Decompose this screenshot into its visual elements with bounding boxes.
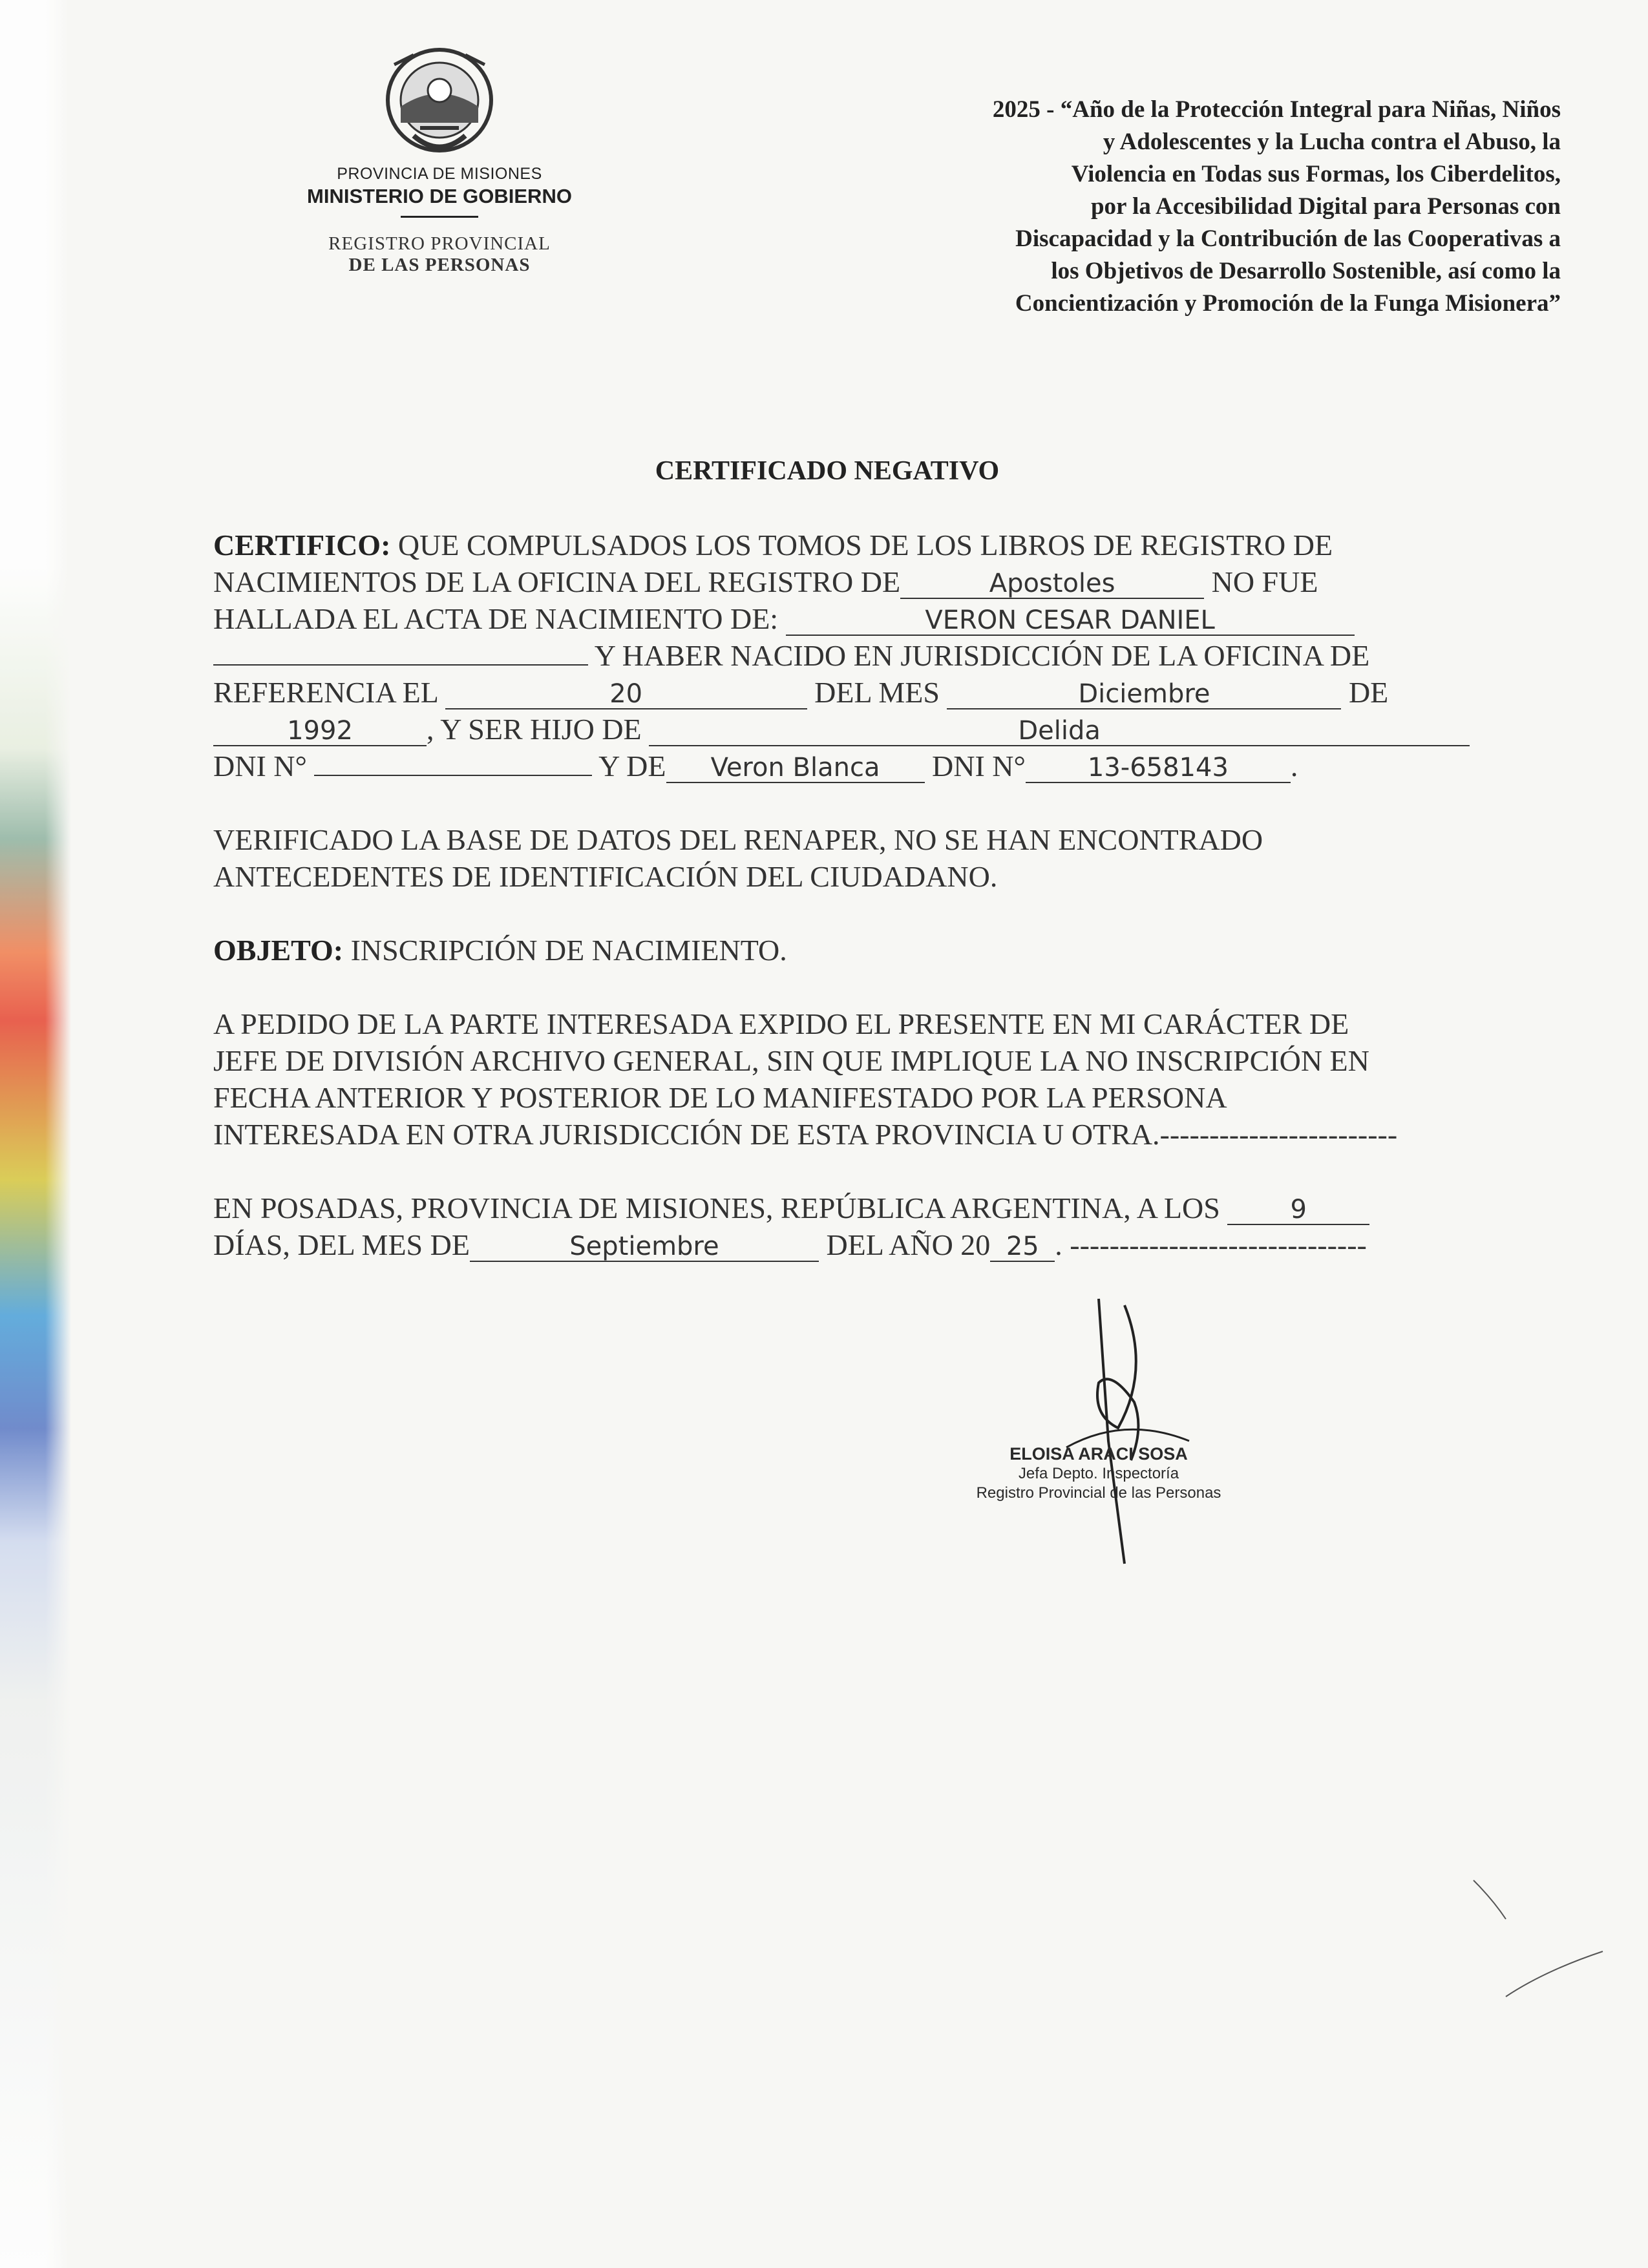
signatory-role: Jefa Depto. Inspectoría: [1018, 1465, 1179, 1482]
text: DNI N°: [213, 750, 307, 782]
issue-month-field[interactable]: Septiembre: [470, 1232, 819, 1262]
scanner-color-artifact: [0, 0, 71, 2268]
registry-name-line1: REGISTRO PROVINCIAL: [328, 233, 551, 254]
text: EN POSADAS, PROVINCIA DE MISIONES, REPÚBLICA ARGENTINA, A LOS: [213, 1192, 1220, 1224]
motto-line: los Objetivos de Desarrollo Sostenible, así como la: [1051, 258, 1561, 284]
signatory-office: Registro Provincial de las Personas: [976, 1484, 1221, 1502]
certification-paragraph: [213, 527, 1648, 784]
person-name-field[interactable]: VERON CESAR DANIEL: [786, 606, 1355, 636]
ministry-name: MINISTERIO DE GOBIERNO: [307, 185, 572, 207]
text: A PEDIDO DE LA PARTE INTERESADA EXPIDO EL PRESENTE EN MI CARÁCTER DE: [213, 1007, 1349, 1040]
certificate-body: [213, 527, 1648, 1300]
text: INTERESADA EN OTRA JURISDICCIÓN DE ESTA PROVINCIA U OTRA.------------------------: [213, 1118, 1398, 1151]
birth-month-field[interactable]: Diciembre: [947, 680, 1341, 709]
mother-dni-field[interactable]: 13-658143: [1026, 753, 1291, 783]
text: .: [1290, 750, 1298, 782]
motto-line: Discapacidad y la Contribución de las Cooperativas a: [1015, 226, 1561, 252]
text: JEFE DE DIVISIÓN ARCHIVO GENERAL, SIN QUE IMPLIQUE LA NO INSCRIPCIÓN EN: [213, 1044, 1369, 1077]
text: REFERENCIA EL: [213, 676, 438, 709]
document-title: CERTIFICADO NEGATIVO: [655, 456, 1000, 486]
text: . ------------------------------: [1055, 1228, 1367, 1261]
father-name-field[interactable]: Delida: [649, 717, 1470, 746]
certificate-page: [71, 0, 1648, 2268]
issue-year-field[interactable]: 25: [990, 1232, 1055, 1262]
text: VERIFICADO LA BASE DE DATOS DEL RENAPER, NO SE HAN ENCONTRADO: [213, 823, 1263, 856]
request-paragraph: [213, 1005, 1648, 1153]
birth-day-field[interactable]: 20: [445, 680, 807, 709]
text: Y HABER NACIDO EN JURISDICCIÓN DE LA OFICINA DE: [594, 639, 1370, 672]
year-motto: [721, 94, 1561, 320]
certifico-label: CERTIFICO:: [213, 529, 391, 562]
header-divider: [401, 216, 478, 218]
text: DÍAS, DEL MES DE: [213, 1228, 470, 1261]
text: DEL MES: [814, 676, 940, 709]
institution-header: [265, 165, 614, 276]
text: HALLADA EL ACTA DE NACIMIENTO DE:: [213, 602, 779, 635]
text: DNI N°: [932, 750, 1026, 782]
text: Y DE: [598, 750, 666, 782]
motto-line: 2025 - “Año de la Protección Integral para Niñas, Niños: [992, 96, 1561, 123]
text: FECHA ANTERIOR Y POSTERIOR DE LO MANIFESTADO POR LA PERSONA: [213, 1081, 1227, 1114]
issue-date-paragraph: [213, 1190, 1648, 1263]
signatory-stamp: [963, 1444, 1234, 1503]
registry-office-field[interactable]: Apostoles: [900, 569, 1204, 599]
birth-year-field[interactable]: 1992: [213, 717, 427, 746]
text: QUE COMPULSADOS LOS TOMOS DE LOS LIBROS DE REGISTRO DE: [397, 529, 1333, 562]
text: , Y SER HIJO DE: [427, 713, 642, 746]
father-dni-field[interactable]: [314, 775, 592, 776]
objeto-label: OBJETO:: [213, 934, 344, 967]
handwritten-signature: [1021, 1292, 1254, 1570]
purpose-paragraph: [213, 932, 1648, 969]
renaper-paragraph: [213, 821, 1648, 895]
objeto-text: INSCRIPCIÓN DE NACIMIENTO.: [350, 934, 787, 967]
issue-day-field[interactable]: 9: [1227, 1195, 1369, 1225]
registry-name-line2: DE LAS PERSONAS: [348, 255, 531, 275]
provincial-crest-logo: [381, 45, 498, 155]
mother-name-field[interactable]: Veron Blanca: [666, 753, 925, 783]
text: DEL AÑO 20: [826, 1228, 991, 1261]
motto-line: Violencia en Todas sus Formas, los Ciberdelitos,: [1071, 161, 1561, 187]
motto-line: por la Accesibilidad Digital para Personas con: [1090, 193, 1561, 220]
province-name: PROVINCIA DE MISIONES: [337, 165, 542, 183]
motto-line: Concientización y Promoción de la Funga Misionera”: [1015, 290, 1561, 317]
text: NO FUE: [1211, 565, 1318, 598]
text: NACIMIENTOS DE LA OFICINA DEL REGISTRO DE: [213, 565, 901, 598]
person-name-continued-field[interactable]: [213, 664, 588, 666]
stray-pen-mark: [1467, 1874, 1609, 2003]
text: ANTECEDENTES DE IDENTIFICACIÓN DEL CIUDADANO.: [213, 860, 998, 893]
signatory-name: ELOISA ARACI SOSA: [1009, 1444, 1188, 1464]
motto-line: y Adolescentes y la Lucha contra el Abuso, la: [1103, 129, 1561, 155]
text: DE: [1348, 676, 1389, 709]
